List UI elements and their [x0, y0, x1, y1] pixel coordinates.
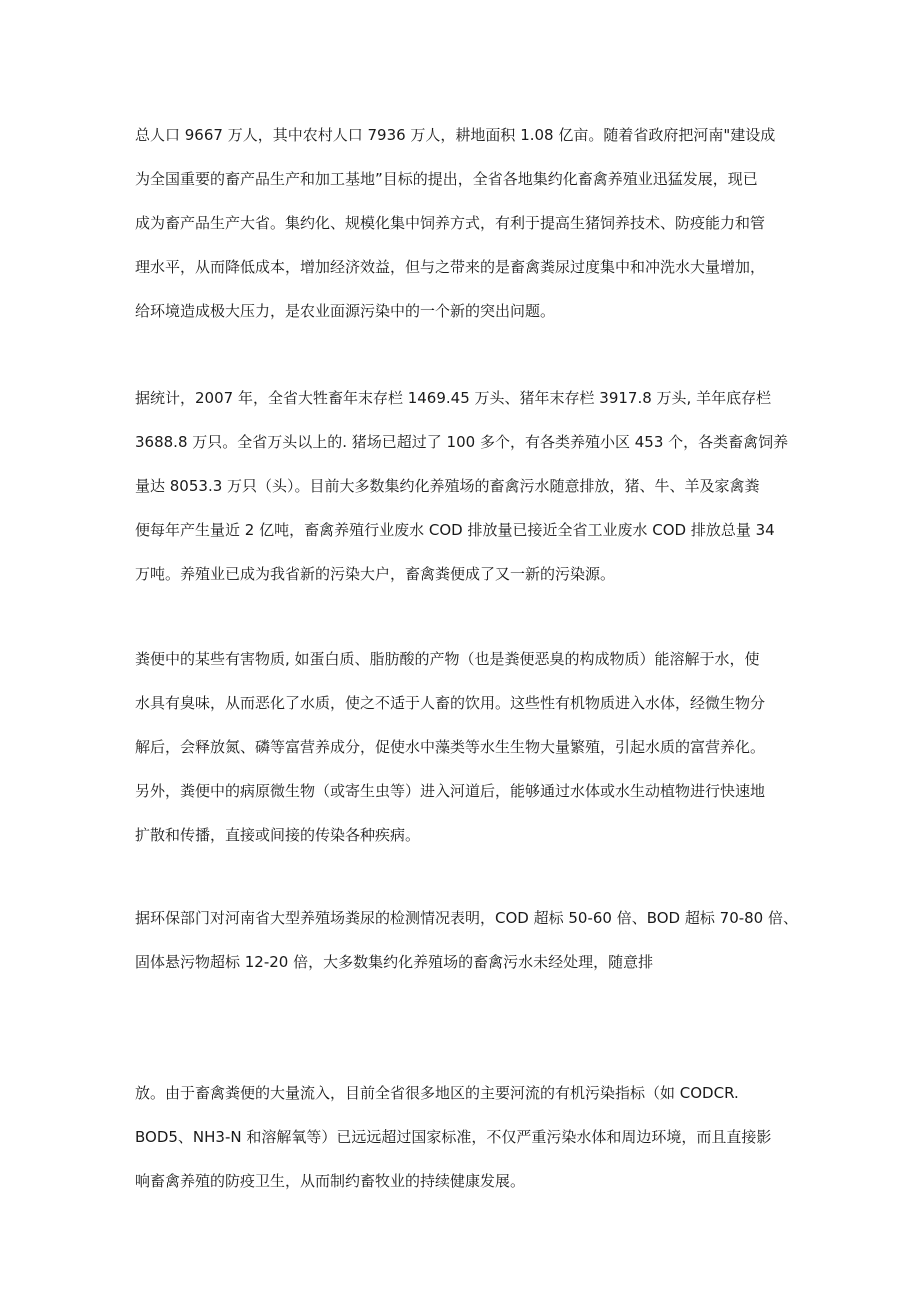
text-line: 固体悬污物超标 12-20 倍，大多数集约化养殖场的畜禽污水未经处理，随意排	[135, 953, 654, 971]
paragraph-population-and-livestock-growth	[135, 113, 795, 333]
text-line: 给环境造成极大压力，是农业面源污染中的一个新的突出问题。	[135, 302, 556, 320]
text-line: 另外，粪便中的病原微生物（或寄生虫等）进入河道后，能够通过水体或水生动植物进行快速地	[135, 782, 766, 800]
paragraph-2007-statistics	[135, 376, 795, 596]
text-line: 成为畜产品生产大省。集约化、规模化集中饲养方式，有利于提高生猪饲养技术、防疫能力和管	[135, 214, 766, 232]
text-line: 量达 8053.3 万只（头）。目前大多数集约化养殖场的畜禽污水随意排放，猪、牛、羊及家禽粪	[135, 477, 760, 495]
text-line: 响畜禽养殖的防疫卫生，从而制约畜牧业的持续健康发展。	[135, 1172, 526, 1190]
paragraph-harmful-substances	[135, 637, 795, 857]
text-line: 为全国重要的畜产品生产和加工基地”目标的提出，全省各地集约化畜禽养殖业迅猛发展，现已	[135, 170, 758, 188]
text-line: BOD5、NH3-N 和溶解氧等）已远远超过国家标准，不仅严重污染水体和周边环境，而且直接影	[135, 1128, 772, 1146]
text-line: 粪便中的某些有害物质, 如蛋白质、脂肪酸的产物（也是粪便恶臭的构成物质）能溶解于水，使	[135, 650, 760, 668]
text-line: 万吨。养殖业已成为我省新的污染大户，畜禽粪便成了又一新的污染源。	[135, 565, 616, 583]
text-line: 据环保部门对河南省大型养殖场粪尿的检测情况表明，COD 超标 50-60 倍、BOD 超标 70-80 倍、	[135, 909, 798, 927]
text-line: 水具有臭味，从而恶化了水质，使之不适于人畜的饮用。这些性有机物质进入水体，经微生物分	[135, 694, 766, 712]
paragraph-monitoring-results	[135, 896, 798, 984]
text-line: 扩散和传播，直接或间接的传染各种疾病。	[135, 826, 421, 844]
text-line: 理水平，从而降低成本，增加经济效益，但与之带来的是畜禽粪尿过度集中和冲洗水大量增加，	[135, 258, 766, 276]
text-line: 3688.8 万只。全省万头以上的. 猪场已超过了 100 多个，有各类养殖小区 453 个，各类畜禽饲养	[135, 433, 789, 451]
paragraph-river-pollution	[135, 1071, 795, 1203]
text-line: 据统计，2007 年，全省大牲畜年末存栏 1469.45 万头、猪年末存栏 3917.8 万头, 羊年底存栏	[135, 389, 772, 407]
text-line: 便每年产生量近 2 亿吨，畜禽养殖行业废水 COD 排放量已接近全省工业废水 COD 排放总量 34	[135, 521, 775, 539]
text-line: 放。由于畜禽粪便的大量流入，目前全省很多地区的主要河流的有机污染指标（如 CODCR.	[135, 1084, 739, 1102]
text-line: 解后，会释放氮、磷等富营养成分，促使水中藻类等水生生物大量繁殖，引起水质的富营养化。	[135, 738, 766, 756]
text-line: 总人口 9667 万人，其中农村人口 7936 万人，耕地面积 1.08 亿亩。随着省政府把河南"建设成	[135, 126, 776, 144]
